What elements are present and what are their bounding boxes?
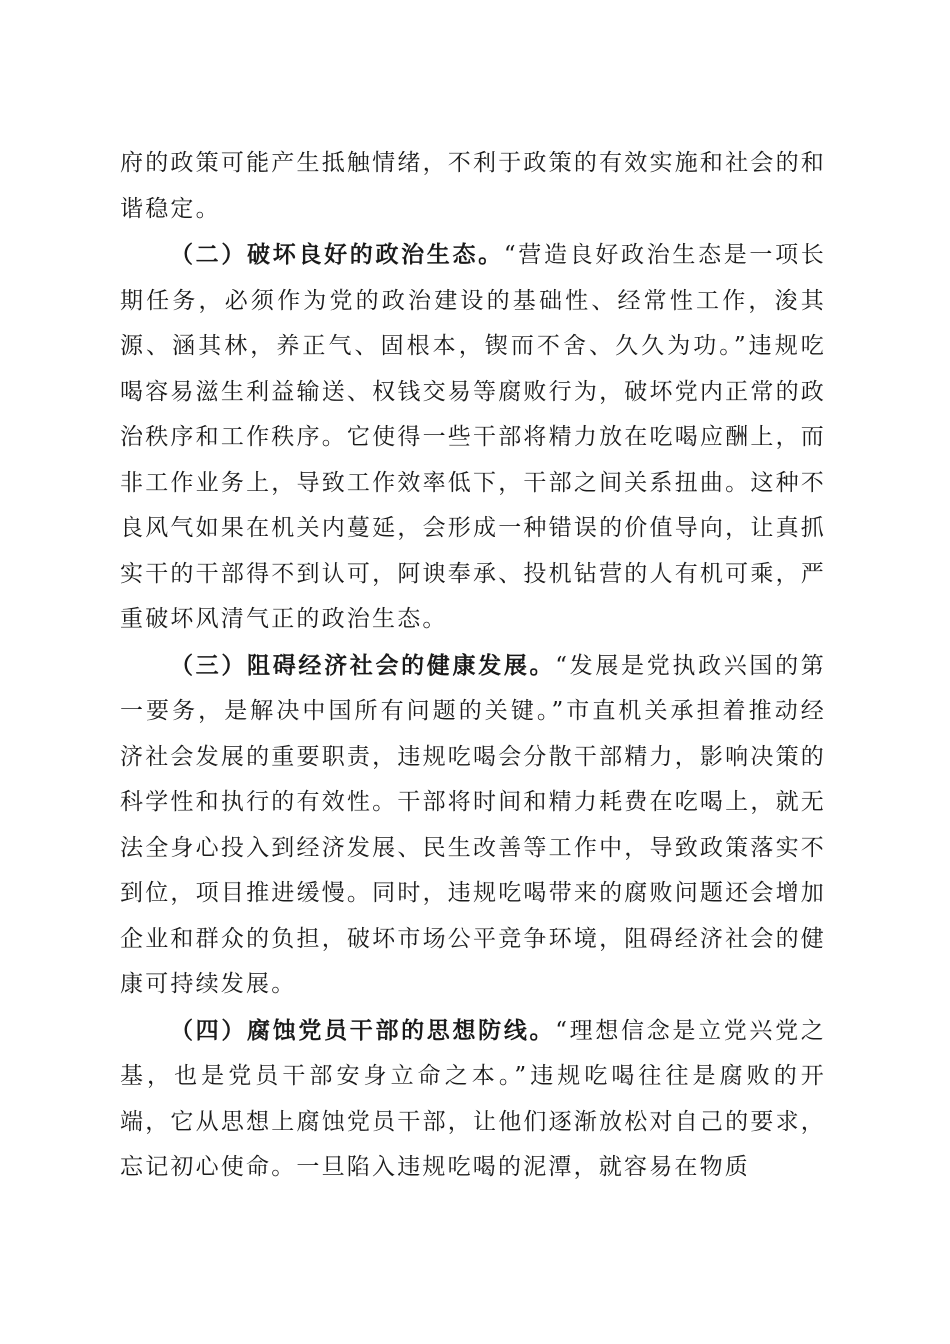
- paragraph-continuation: [120, 141, 826, 232]
- paragraph-text: “理想信念是立党兴党之基，也是党员干部安身立命之本。”违规吃喝往往是腐败的开端，它从思想上腐蚀党员干部，让他们逐渐放松对自己的要求，忘记初心使命。一旦陷入违规吃喝的泥潭，就容易在物质: [120, 1017, 826, 1180]
- section-heading: （二）破坏良好的政治生态。: [170, 241, 504, 268]
- paragraph-section-4: [120, 1008, 826, 1191]
- paragraph-section-2: [120, 232, 826, 643]
- document-body: [120, 141, 826, 1191]
- section-heading: （三）阻碍经济社会的健康发展。: [170, 651, 556, 679]
- paragraph-text: “发展是党执政兴国的第一要务，是解决中国所有问题的关键。”市直机关承担着推动经济社会发展的重要职责，违规吃喝会分散干部精力，影响决策的科学性和执行的有效性。干部将时间和精力耗费在吃喝上，就无法全身心投入到经济发展、民生改善等工作中，导致政策落实不到位，项目推进缓慢。同时，违规吃喝带来的腐败问题还会增加企业和群众的负担，破坏市场公平竞争环境，阻碍经济社会的健康可持续发展。: [120, 652, 826, 997]
- paragraph-text: 府的政策可能产生抵触情绪，不利于政策的有效实施和社会的和谐稳定。: [120, 150, 826, 222]
- paragraph-text: “营造良好政治生态是一项长期任务，必须作为党的政治建设的基础性、经常性工作，浚其源、涵其林，养正气、固根本，锲而不舍、久久为功。”违规吃喝容易滋生利益输送、权钱交易等腐败行为，破坏党内正常的政治秩序和工作秩序。它使得一些干部将精力放在吃喝应酬上，而非工作业务上，导致工作效率低下，干部之间关系扭曲。这种不良风气如果在机关内蔓延，会形成一种错误的价值导向，让真抓实干的干部得不到认可，阿谀奉承、投机钻营的人有机可乘，严重破坏风清气正的政治生态。: [120, 242, 826, 632]
- section-heading: （四）腐蚀党员干部的思想防线。: [170, 1016, 556, 1044]
- paragraph-section-3: [120, 643, 826, 1008]
